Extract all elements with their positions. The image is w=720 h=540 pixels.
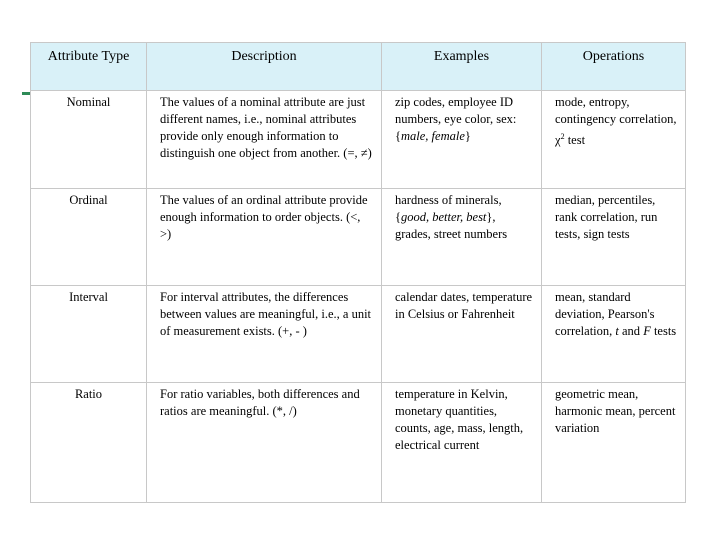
table-header-row: [31, 43, 686, 91]
examples-cell: zip codes, employee ID numbers, eye color, sex: {male, female}: [382, 91, 542, 189]
operations-cell: median, percentiles, rank correlation, run tests, sign tests: [542, 189, 686, 286]
attribute-type-cell: Nominal: [31, 91, 147, 189]
operations-cell: mean, standard deviation, Pearson's correlation, t and F tests: [542, 286, 686, 383]
description-cell: The values of an ordinal attribute provide enough information to order objects. (<, >): [147, 189, 382, 286]
table-row: [31, 383, 686, 503]
examples-cell: temperature in Kelvin, monetary quantities, counts, age, mass, length, electrical current: [382, 383, 542, 503]
attribute-type-cell: Interval: [31, 286, 147, 383]
slide-accent-mark: [22, 92, 30, 95]
examples-cell: calendar dates, temperature in Celsius or Fahrenheit: [382, 286, 542, 383]
description-cell: For interval attributes, the differences between values are meaningful, i.e., a unit of measurement exists. (+, - ): [147, 286, 382, 383]
attribute-type-cell: Ordinal: [31, 189, 147, 286]
description-cell: The values of a nominal attribute are just different names, i.e., nominal attributes provide only enough information to distinguish one object from another. (=, ≠): [147, 91, 382, 189]
table-row: [31, 189, 686, 286]
operations-cell: geometric mean, harmonic mean, percent variation: [542, 383, 686, 503]
header-examples: Examples: [382, 43, 542, 91]
operations-cell: mode, entropy, contingency correlation, $\chi^2$ test: [542, 91, 686, 189]
header-attribute-type: Attribute Type: [31, 43, 147, 91]
attribute-type-cell: Ratio: [31, 383, 147, 503]
table-row: [31, 286, 686, 383]
table-row: [31, 91, 686, 189]
attribute-types-table: [30, 42, 686, 503]
header-description: Description: [147, 43, 382, 91]
description-cell: For ratio variables, both differences and ratios are meaningful. (*, /): [147, 383, 382, 503]
header-operations: Operations: [542, 43, 686, 91]
examples-cell: hardness of minerals, {good, better, best}, grades, street numbers: [382, 189, 542, 286]
